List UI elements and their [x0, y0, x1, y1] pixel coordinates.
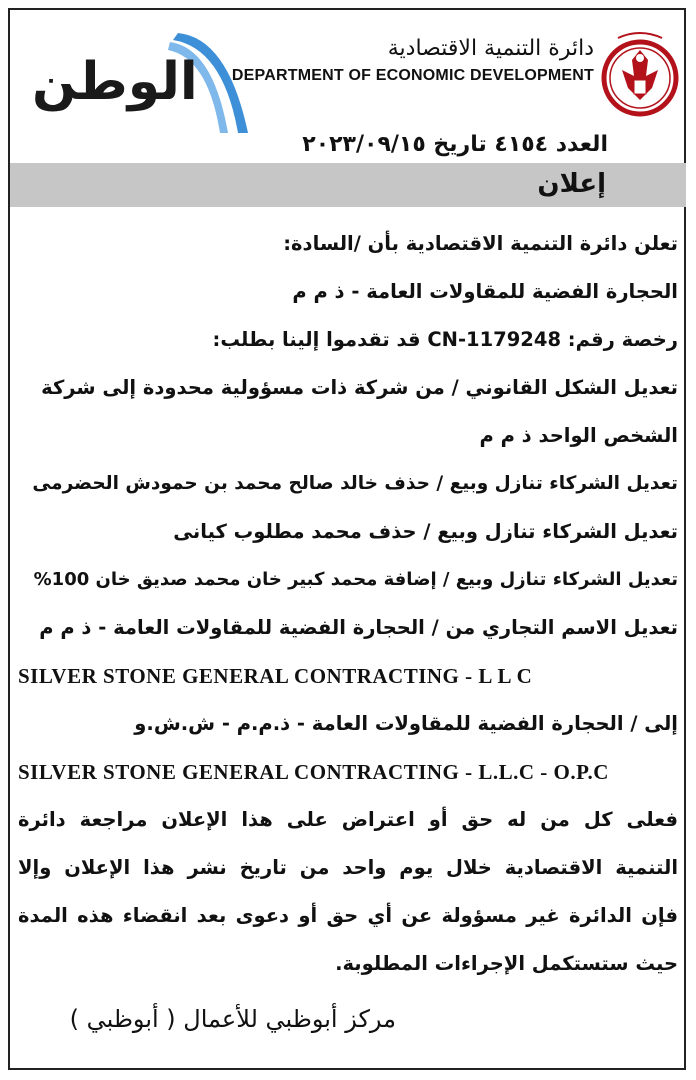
- body-line: التنمية الاقتصادية خلال يوم واحد من تاريخ نشر هذا الإعلان وإلا: [18, 856, 678, 879]
- body-line: حيث ستستكمل الإجراءات المطلوبة.: [335, 952, 678, 975]
- english-name-old: SILVER STONE GENERAL CONTRACTING - L L C: [18, 664, 533, 688]
- body-line: إلى / الحجارة الفضية للمقاولات العامة - ذ.م.م - ش.ش.و: [134, 712, 678, 735]
- body-line: تعديل الشركاء تنازل وبيع / إضافة محمد كبير خان محمد صديق خان 100%: [33, 569, 678, 590]
- title-banner: [10, 163, 686, 207]
- body-line: تعديل الشركاء تنازل وبيع / حذف خالد صالح محمد بن حمودش الحضرمى: [32, 473, 678, 494]
- issuer-footer: مركز أبوظبي للأعمال ( أبوظبي ): [69, 1005, 396, 1033]
- department-name-arabic: دائرة التنمية الاقتصادية: [387, 36, 594, 61]
- english-name-new: SILVER STONE GENERAL CONTRACTING - L.L.C - O.P.C: [18, 760, 609, 784]
- header: [10, 18, 686, 136]
- issue-number-date: العدد ٤١٥٤ تاريخ ٢٠٢٣/٠٩/١٥: [302, 132, 608, 157]
- alwatan-logo: [18, 28, 258, 136]
- body-line: تعديل الاسم التجاري من / الحجارة الفضية للمقاولات العامة - ذ م م: [39, 616, 678, 639]
- newspaper-logo-text: الوطن: [32, 52, 198, 112]
- body-line: فعلى كل من له حق أو اعتراض على هذا الإعلان مراجعة دائرة: [18, 808, 678, 831]
- body-line: تعديل الشكل القانوني / من شركة ذات مسؤولية محدودة إلى شركة: [41, 376, 678, 399]
- notice-title: إعلان: [537, 169, 606, 199]
- body-line: رخصة رقم: CN-1179248 قد تقدموا إلينا بطلب:: [212, 328, 678, 351]
- body-line: الشخص الواحد ذ م م: [479, 424, 678, 447]
- abu-dhabi-falcon-emblem-icon: [600, 28, 680, 126]
- body-line: تعلن دائرة التنمية الاقتصادية بأن /السادة:: [283, 232, 678, 255]
- body-line: تعديل الشركاء تنازل وبيع / حذف محمد مطلوب كيانى: [173, 520, 678, 543]
- body-line: فإن الدائرة غير مسؤولة عن أي حق أو دعوى بعد انقضاء هذه المدة: [18, 904, 678, 927]
- department-name: [232, 36, 594, 85]
- body-line: الحجارة الفضية للمقاولات العامة - ذ م م: [292, 280, 678, 303]
- department-name-english: DEPARTMENT OF ECONOMIC DEVELOPMENT: [231, 67, 594, 84]
- notice-body: [18, 222, 678, 990]
